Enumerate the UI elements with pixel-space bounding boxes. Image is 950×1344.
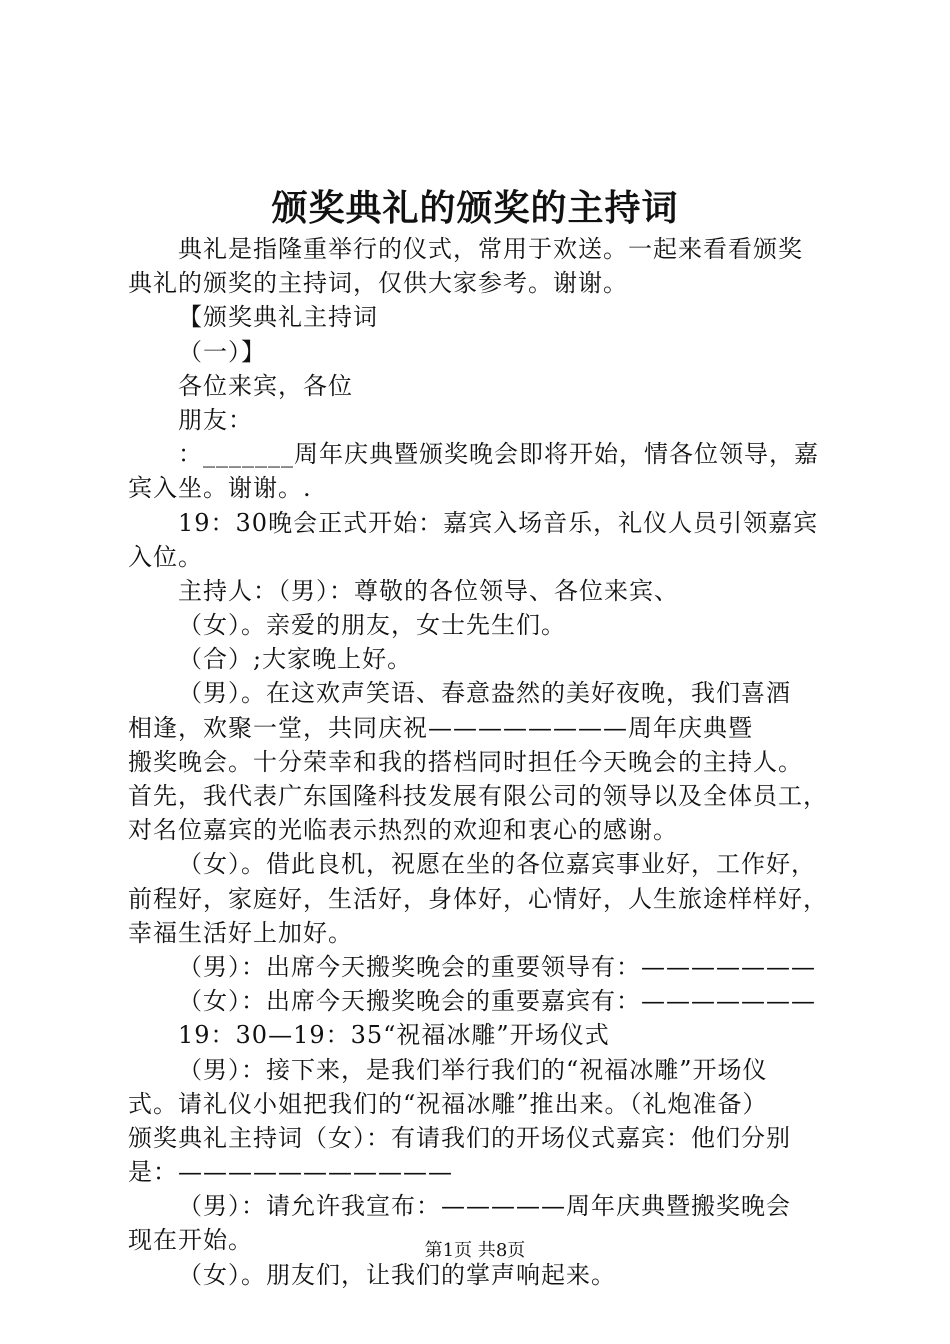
paragraph-line: 入位。 <box>128 542 203 571</box>
paragraph-line: （男）：请允许我宣布：—————周年庆典暨搬奖晚会 <box>178 1192 791 1221</box>
paragraph-line: （合）;大家晚上好。 <box>178 645 413 674</box>
paragraph-line: （女）。借此良机，祝愿在坐的各位嘉宾事业好，工作好， <box>178 850 816 879</box>
paragraph-line: 对名位嘉宾的光临表示热烈的欢迎和衷心的感谢。 <box>128 816 678 845</box>
paragraph-line: 幸福生活好上加好。 <box>128 918 353 947</box>
paragraph-line: 首先，我代表广东国隆科技发展有限公司的领导以及全体员工， <box>128 782 828 810</box>
paragraph-line: 19：30晚会正式开始：嘉宾入场音乐，礼仪人员引领嘉宾 <box>178 508 819 537</box>
paragraph-line: （一）】 <box>178 337 266 366</box>
paragraph-line: （男）：接下来，是我们举行我们的“祝福冰雕”开场仪 <box>178 1055 768 1084</box>
paragraph-line: 颁奖典礼主持词（女）：有请我们的开场仪式嘉宾：他们分别 <box>128 1123 791 1152</box>
paragraph-line: 典礼是指隆重举行的仪式，常用于欢送。一起来看看颁奖 <box>178 235 803 263</box>
paragraph-line: 各位来宾，各位 <box>178 371 353 400</box>
paragraph-line: 朋友： <box>178 405 253 434</box>
paragraph-line: 相逢，欢聚一堂，共同庆祝————————周年庆典暨 <box>128 713 753 742</box>
paragraph-line: 宾入坐。谢谢。. <box>128 474 312 503</box>
paragraph-line: 主持人：（男）：尊敬的各位领导、各位来宾、 <box>178 576 679 605</box>
paragraph-line: （男）：出席今天搬奖晚会的重要领导有：——————— <box>178 952 816 981</box>
paragraph-line: （女）。朋友们，让我们的掌声响起来。 <box>178 1260 616 1289</box>
paragraph-line: 典礼的颁奖的主持词，仅供大家参考。谢谢。 <box>128 269 628 298</box>
paragraph-line: （男）。在这欢声笑语、春意盎然的美好夜晚，我们喜酒 <box>178 679 791 708</box>
document-body <box>128 232 846 1292</box>
paragraph-line: （女）：出席今天搬奖晚会的重要嘉宾有：——————— <box>178 987 816 1016</box>
paragraph-line: 现在开始。 <box>128 1226 253 1255</box>
paragraph-line: 是：——————————— <box>128 1158 453 1187</box>
paragraph-line: 式。请礼仪小姐把我们的“祝福冰雕”推出来。（礼炮准备） <box>128 1089 768 1118</box>
paragraph-line: 搬奖晚会。十分荣幸和我的搭档同时担任今天晚会的主持人。 <box>128 747 803 776</box>
document-title: 颁奖典礼的颁奖的主持词 <box>271 187 679 229</box>
paragraph-line: 前程好，家庭好，生活好，身体好，心情好，人生旅途样样好， <box>128 884 828 913</box>
paragraph-line: 19：30—19：35“祝福冰雕”开场仪式 <box>178 1021 610 1050</box>
paragraph-line: 【颁奖典礼主持词 <box>178 303 378 332</box>
paragraph-line: ：_______周年庆典暨颁奖晚会即将开始，情各位领导，嘉 <box>178 440 819 469</box>
paragraph-line: （女）。亲爱的朋友，女士先生们。 <box>178 611 566 640</box>
page-footer: 第1页 共8页 <box>424 1240 526 1261</box>
